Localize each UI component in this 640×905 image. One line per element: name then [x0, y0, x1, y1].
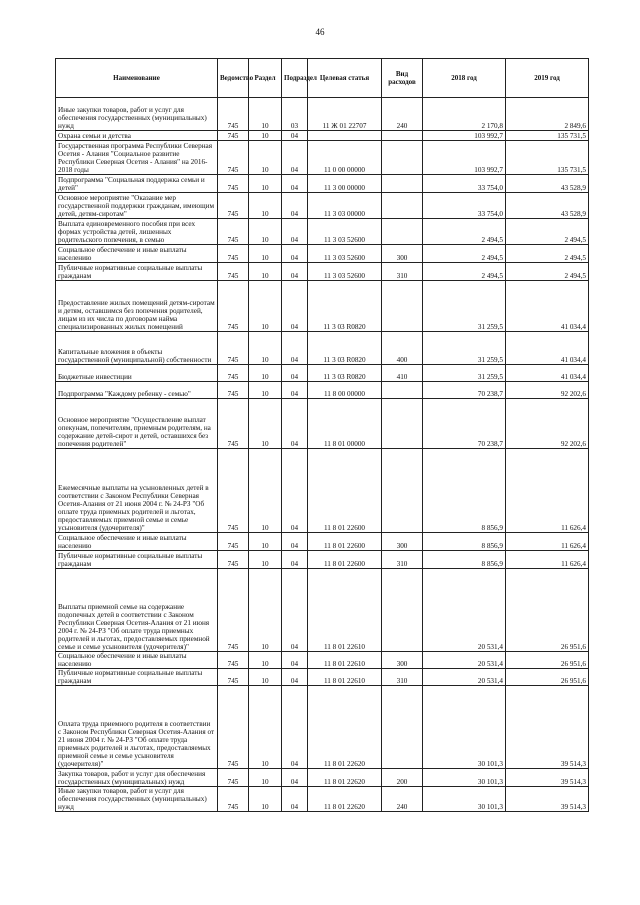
cell-amount-2018: 33 754,0: [423, 175, 506, 193]
table-row: [56, 131, 589, 141]
cell-section: 10: [249, 263, 282, 281]
cell-name: Социальное обеспечение и иные выплаты населению: [56, 245, 218, 263]
table-row: [56, 263, 589, 281]
cell-ministry: 745: [218, 193, 249, 219]
cell-section: 10: [249, 332, 282, 365]
table-row: [56, 332, 589, 365]
table-row: [56, 449, 589, 533]
cell-expense-type: 310: [382, 669, 423, 686]
cell-target-article: 11 3 03 R0820: [308, 365, 382, 382]
cell-expense-type: 240: [382, 787, 423, 812]
cell-expense-type: 240: [382, 98, 423, 131]
cell-subsection: 04: [282, 382, 308, 399]
table-row: [56, 281, 589, 332]
cell-subsection: 04: [282, 533, 308, 551]
cell-expense-type: 310: [382, 551, 423, 569]
table-row: [56, 98, 589, 131]
cell-amount-2019: 26 951,6: [506, 569, 589, 652]
table-row: [56, 551, 589, 569]
budget-table: [55, 58, 589, 812]
cell-name: Выплата единовременного пособия при всех формах устройства детей, лишенных родительского попечения, в семью: [56, 219, 218, 245]
page-number: 46: [315, 27, 325, 37]
cell-amount-2018: 30 101,3: [423, 686, 506, 769]
cell-amount-2019: 92 202,6: [506, 399, 589, 449]
cell-amount-2018: 30 101,3: [423, 787, 506, 812]
cell-amount-2019: 41 034,4: [506, 281, 589, 332]
header-subsection: Подраздел: [282, 59, 308, 98]
cell-expense-type: 300: [382, 533, 423, 551]
table-row: [56, 245, 589, 263]
cell-subsection: 04: [282, 193, 308, 219]
cell-expense-type: [382, 569, 423, 652]
cell-target-article: 11 8 01 00000: [308, 399, 382, 449]
cell-ministry: 745: [218, 141, 249, 175]
cell-target-article: 11 8 01 22610: [308, 652, 382, 669]
cell-amount-2019: 2 494,5: [506, 219, 589, 245]
cell-target-article: 11 8 01 22620: [308, 769, 382, 787]
cell-ministry: 745: [218, 769, 249, 787]
table-row: [56, 652, 589, 669]
cell-target-article: 11 8 01 22610: [308, 669, 382, 686]
cell-ministry: 745: [218, 175, 249, 193]
cell-ministry: 745: [218, 281, 249, 332]
cell-expense-type: 410: [382, 365, 423, 382]
table-row: [56, 382, 589, 399]
cell-section: 10: [249, 669, 282, 686]
cell-ministry: 745: [218, 245, 249, 263]
cell-amount-2019: 11 626,4: [506, 533, 589, 551]
header-year-2019: 2019 год: [506, 59, 589, 98]
cell-amount-2018: 70 238,7: [423, 399, 506, 449]
cell-name: Иные закупки товаров, работ и услуг для обеспечения государственных (муниципальных) нужд: [56, 787, 218, 812]
cell-target-article: 11 8 01 22620: [308, 686, 382, 769]
cell-name: Оплата труда приемного родителя в соответствии с Законом Республики Северная Осетия-Алания от 21 июня 2004 г. № 24-РЗ "Об оплате труда приемных родителей и льготах, предоставляемых приемной семье и семье усыновителя (удочерителя)": [56, 686, 218, 769]
cell-amount-2018: 2 494,5: [423, 263, 506, 281]
header-row: [56, 59, 589, 98]
cell-ministry: 745: [218, 365, 249, 382]
cell-target-article: 11 Ж 01 22707: [308, 98, 382, 131]
cell-section: 10: [249, 193, 282, 219]
cell-ministry: 745: [218, 219, 249, 245]
cell-section: 10: [249, 175, 282, 193]
cell-ministry: 745: [218, 382, 249, 399]
cell-ministry: 745: [218, 787, 249, 812]
header-section: Раздел: [249, 59, 282, 98]
table-row: [56, 219, 589, 245]
cell-amount-2019: 26 951,6: [506, 652, 589, 669]
cell-amount-2018: 2 494,5: [423, 219, 506, 245]
cell-ministry: 745: [218, 652, 249, 669]
cell-amount-2018: 30 101,3: [423, 769, 506, 787]
cell-section: 10: [249, 365, 282, 382]
table-row: [56, 769, 589, 787]
cell-name: Социальное обеспечение и иные выплаты населению: [56, 533, 218, 551]
cell-section: 10: [249, 281, 282, 332]
cell-target-article: 11 0 00 00000: [308, 141, 382, 175]
cell-name: Предоставление жилых помещений детям-сиротам и детям, оставшимся без попечения родителей, лицам из их числа по договорам найма специализированных жилых помещений: [56, 281, 218, 332]
cell-ministry: 745: [218, 533, 249, 551]
cell-target-article: 11 8 01 22600: [308, 449, 382, 533]
cell-subsection: 04: [282, 263, 308, 281]
cell-amount-2019: 2 494,5: [506, 263, 589, 281]
cell-subsection: 04: [282, 245, 308, 263]
cell-name: Иные закупки товаров, работ и услуг для обеспечения государственных (муниципальных) нужд: [56, 98, 218, 131]
cell-subsection: 04: [282, 175, 308, 193]
cell-section: 10: [249, 449, 282, 533]
cell-amount-2019: 43 528,9: [506, 193, 589, 219]
cell-subsection: 04: [282, 141, 308, 175]
cell-subsection: 04: [282, 787, 308, 812]
cell-subsection: 04: [282, 669, 308, 686]
cell-amount-2018: 8 856,9: [423, 449, 506, 533]
cell-section: 10: [249, 787, 282, 812]
cell-name: Публичные нормативные социальные выплаты гражданам: [56, 263, 218, 281]
cell-subsection: 04: [282, 686, 308, 769]
cell-amount-2018: 33 754,0: [423, 193, 506, 219]
cell-target-article: 11 8 01 22620: [308, 787, 382, 812]
cell-expense-type: [382, 382, 423, 399]
cell-amount-2019: 26 951,6: [506, 669, 589, 686]
header-year-2018: 2018 год: [423, 59, 506, 98]
cell-subsection: 04: [282, 219, 308, 245]
cell-target-article: 11 8 00 00000: [308, 382, 382, 399]
cell-target-article: 11 8 01 22610: [308, 569, 382, 652]
cell-expense-type: 200: [382, 769, 423, 787]
cell-target-article: 11 3 03 00000: [308, 193, 382, 219]
table-row: [56, 365, 589, 382]
cell-target-article: 11 3 03 52600: [308, 263, 382, 281]
cell-amount-2018: 8 856,9: [423, 533, 506, 551]
cell-name: Государственная программа Республики Северная Осетия - Алания "Социальное развитие Республики Северная Осетия - Алания" на 2016-2018 годы: [56, 141, 218, 175]
cell-ministry: 745: [218, 686, 249, 769]
cell-amount-2019: 2 494,5: [506, 245, 589, 263]
cell-amount-2019: 43 528,9: [506, 175, 589, 193]
cell-amount-2018: 103 992,7: [423, 131, 506, 141]
cell-amount-2018: 31 259,5: [423, 281, 506, 332]
cell-subsection: 04: [282, 281, 308, 332]
header-ministry: Ведомство: [218, 59, 249, 98]
cell-name: Капитальные вложения в объекты государственной (муниципальной) собственности: [56, 332, 218, 365]
cell-subsection: 04: [282, 399, 308, 449]
cell-name: Публичные нормативные социальные выплаты гражданам: [56, 669, 218, 686]
cell-expense-type: [382, 281, 423, 332]
cell-expense-type: 300: [382, 245, 423, 263]
cell-target-article: 11 8 01 22600: [308, 533, 382, 551]
cell-amount-2019: 135 731,5: [506, 131, 589, 141]
cell-ministry: 745: [218, 569, 249, 652]
table-row: [56, 669, 589, 686]
cell-subsection: 04: [282, 131, 308, 141]
cell-amount-2018: 2 494,5: [423, 245, 506, 263]
cell-amount-2018: 20 531,4: [423, 669, 506, 686]
table-row: [56, 787, 589, 812]
cell-subsection: 04: [282, 769, 308, 787]
cell-name: Публичные нормативные социальные выплаты гражданам: [56, 551, 218, 569]
cell-target-article: 11 8 01 22600: [308, 551, 382, 569]
cell-amount-2019: 2 849,6: [506, 98, 589, 131]
cell-amount-2018: 2 170,8: [423, 98, 506, 131]
cell-name: Подпрограмма "Социальная поддержка семьи и детей": [56, 175, 218, 193]
cell-expense-type: [382, 449, 423, 533]
cell-subsection: 03: [282, 98, 308, 131]
cell-expense-type: 400: [382, 332, 423, 365]
cell-ministry: 745: [218, 263, 249, 281]
cell-name: Ежемесячные выплаты на усыновленных детей в соответствии с Законом Республики Северная Осетия-Алания от 21 июня 2004 г. № 24-РЗ "Об оплате труда приемных родителей и льготах, предоставляемых приемной семье и семье усыновителя (удочерителя)": [56, 449, 218, 533]
cell-section: 10: [249, 652, 282, 669]
cell-ministry: 745: [218, 449, 249, 533]
cell-expense-type: [382, 686, 423, 769]
cell-amount-2018: 31 259,5: [423, 332, 506, 365]
cell-section: 10: [249, 382, 282, 399]
cell-amount-2018: 20 531,4: [423, 569, 506, 652]
cell-amount-2019: 39 514,3: [506, 769, 589, 787]
cell-subsection: 04: [282, 365, 308, 382]
cell-subsection: 04: [282, 449, 308, 533]
cell-ministry: 745: [218, 399, 249, 449]
cell-section: 10: [249, 131, 282, 141]
cell-ministry: 745: [218, 669, 249, 686]
table-body: [56, 98, 589, 812]
cell-name: Основное мероприятие "Осуществление выплат опекунам, попечителям, приемным родителям, на содержание детей-сирот и детей, оставшихся без попечения родителей": [56, 399, 218, 449]
table-row: [56, 533, 589, 551]
cell-section: 10: [249, 245, 282, 263]
cell-amount-2019: 39 514,3: [506, 787, 589, 812]
cell-amount-2019: 41 034,4: [506, 365, 589, 382]
cell-section: 10: [249, 141, 282, 175]
cell-ministry: 745: [218, 332, 249, 365]
cell-expense-type: [382, 175, 423, 193]
header-expense-type: Вид расходов: [382, 59, 423, 98]
cell-name: Основное мероприятие "Оказание мер государственной поддержки гражданам, имеющим детей, детям-сиротам": [56, 193, 218, 219]
cell-target-article: 11 3 03 R0820: [308, 332, 382, 365]
table-row: [56, 141, 589, 175]
cell-ministry: 745: [218, 551, 249, 569]
cell-name: Выплаты приемной семье на содержание подопечных детей в соответствии с Законом Республики Северная Осетия-Алания от 21 июня 2004 г. № 24-РЗ "Об оплате труда приемных родителей и льготах, предоставляемых приемной семье и семье усыновителя (удочерителя)": [56, 569, 218, 652]
cell-section: 10: [249, 569, 282, 652]
cell-name: Подпрограмма "Каждому ребенку - семью": [56, 382, 218, 399]
table-row: [56, 399, 589, 449]
cell-expense-type: [382, 141, 423, 175]
cell-subsection: 04: [282, 569, 308, 652]
cell-amount-2018: 31 259,5: [423, 365, 506, 382]
cell-amount-2019: 92 202,6: [506, 382, 589, 399]
cell-target-article: 11 3 03 R0820: [308, 281, 382, 332]
cell-amount-2019: 41 034,4: [506, 332, 589, 365]
cell-section: 10: [249, 98, 282, 131]
cell-amount-2018: 8 856,9: [423, 551, 506, 569]
cell-name: Социальное обеспечение и иные выплаты населению: [56, 652, 218, 669]
cell-name: Бюджетные инвестиции: [56, 365, 218, 382]
cell-ministry: 745: [218, 98, 249, 131]
cell-amount-2018: 103 992,7: [423, 141, 506, 175]
cell-expense-type: 310: [382, 263, 423, 281]
cell-expense-type: [382, 193, 423, 219]
cell-subsection: 04: [282, 652, 308, 669]
cell-section: 10: [249, 399, 282, 449]
cell-section: 10: [249, 769, 282, 787]
cell-ministry: 745: [218, 131, 249, 141]
cell-subsection: 04: [282, 332, 308, 365]
cell-amount-2018: 20 531,4: [423, 652, 506, 669]
cell-expense-type: 300: [382, 652, 423, 669]
table-row: [56, 193, 589, 219]
cell-amount-2019: 39 514,3: [506, 686, 589, 769]
cell-amount-2019: 135 731,5: [506, 141, 589, 175]
table-row: [56, 686, 589, 769]
cell-section: 10: [249, 686, 282, 769]
cell-target-article: 11 3 03 52600: [308, 245, 382, 263]
table-row: [56, 569, 589, 652]
header-name: Наименование: [56, 59, 218, 98]
cell-expense-type: [382, 219, 423, 245]
cell-amount-2019: 11 626,4: [506, 551, 589, 569]
cell-amount-2019: 11 626,4: [506, 449, 589, 533]
cell-expense-type: [382, 399, 423, 449]
cell-section: 10: [249, 551, 282, 569]
cell-subsection: 04: [282, 551, 308, 569]
table-row: [56, 175, 589, 193]
cell-name: Охрана семьи и детства: [56, 131, 218, 141]
cell-target-article: [308, 131, 382, 141]
cell-target-article: 11 3 00 00000: [308, 175, 382, 193]
cell-expense-type: [382, 131, 423, 141]
cell-section: 10: [249, 219, 282, 245]
cell-target-article: 11 3 03 52600: [308, 219, 382, 245]
cell-name: Закупка товаров, работ и услуг для обеспечения государственных (муниципальных) нужд: [56, 769, 218, 787]
header-target-article: Целевая статья: [308, 59, 382, 98]
cell-amount-2018: 70 238,7: [423, 382, 506, 399]
cell-section: 10: [249, 533, 282, 551]
